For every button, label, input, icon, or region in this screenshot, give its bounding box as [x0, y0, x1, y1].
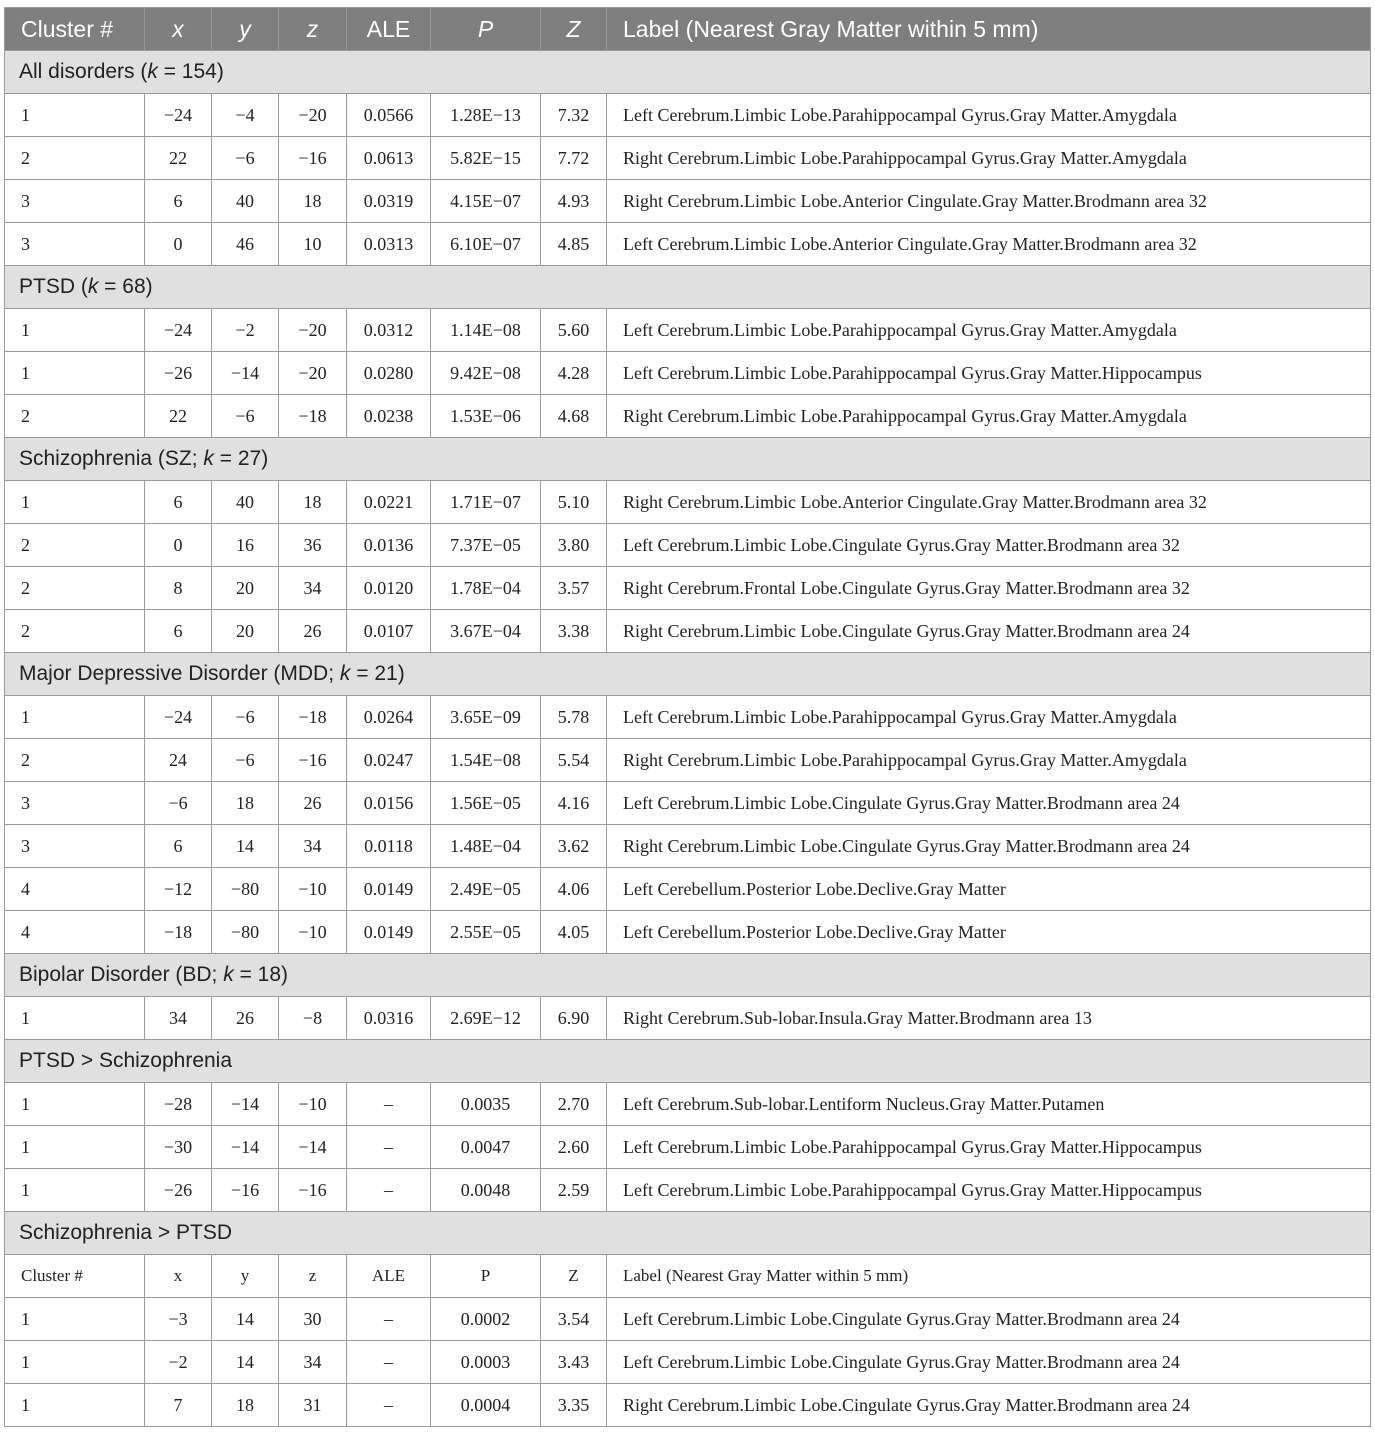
- cell-p: 9.42E−08: [431, 352, 541, 395]
- cell-label: Left Cerebrum.Limbic Lobe.Cingulate Gyrus.Gray Matter.Brodmann area 24: [607, 1298, 1371, 1341]
- cell-x: 22: [145, 137, 212, 180]
- cell-p: 1.56E−05: [431, 782, 541, 825]
- cell-zscore: 4.93: [541, 180, 607, 223]
- cell-x: 22: [145, 395, 212, 438]
- cell-zscore: 5.78: [541, 696, 607, 739]
- section-k-symbol: k: [339, 662, 351, 685]
- subheader-label: Label (Nearest Gray Matter within 5 mm): [607, 1255, 1371, 1298]
- cell-z: 10: [279, 223, 347, 266]
- header-zscore: Z: [541, 8, 607, 51]
- cell-label: Left Cerebrum.Limbic Lobe.Parahippocampal Gyrus.Gray Matter.Hippocampus: [607, 1126, 1371, 1169]
- cell-y: 14: [212, 825, 279, 868]
- cell-label: Right Cerebrum.Limbic Lobe.Cingulate Gyrus.Gray Matter.Brodmann area 24: [607, 1384, 1371, 1427]
- cell-p: 0.0047: [431, 1126, 541, 1169]
- cell-p: 1.71E−07: [431, 481, 541, 524]
- cell-cluster: 2: [5, 395, 145, 438]
- subheader-z: z: [279, 1255, 347, 1298]
- cell-z: 36: [279, 524, 347, 567]
- cell-label: Right Cerebrum.Limbic Lobe.Anterior Cingulate.Gray Matter.Brodmann area 32: [607, 481, 1371, 524]
- table-row: [5, 782, 1371, 825]
- cell-cluster: 1: [5, 481, 145, 524]
- cell-y: −80: [212, 868, 279, 911]
- cell-y: 18: [212, 1384, 279, 1427]
- cell-p: 2.69E−12: [431, 997, 541, 1040]
- cell-y: 18: [212, 782, 279, 825]
- table-row: [5, 180, 1371, 223]
- cell-p: 4.15E−07: [431, 180, 541, 223]
- cell-zscore: 2.59: [541, 1169, 607, 1212]
- cell-y: 14: [212, 1298, 279, 1341]
- cell-zscore: 5.10: [541, 481, 607, 524]
- section-k-symbol: k: [223, 963, 234, 986]
- cell-y: −6: [212, 137, 279, 180]
- cell-z: 18: [279, 180, 347, 223]
- table-body: [5, 51, 1371, 1427]
- cell-x: 6: [145, 610, 212, 653]
- table-row: [5, 825, 1371, 868]
- cell-p: 1.14E−08: [431, 309, 541, 352]
- cell-zscore: 3.62: [541, 825, 607, 868]
- cell-p: 6.10E−07: [431, 223, 541, 266]
- section-header-row: [5, 266, 1371, 309]
- cell-p: 7.37E−05: [431, 524, 541, 567]
- cell-zscore: 7.32: [541, 94, 607, 137]
- cell-z: −10: [279, 868, 347, 911]
- header-label: Label (Nearest Gray Matter within 5 mm): [607, 8, 1371, 51]
- cell-z: 31: [279, 1384, 347, 1427]
- cell-p: 1.54E−08: [431, 739, 541, 782]
- cell-label: Left Cerebrum.Limbic Lobe.Cingulate Gyrus.Gray Matter.Brodmann area 32: [607, 524, 1371, 567]
- section-title-text: PTSD > Schizophrenia: [19, 1049, 233, 1072]
- cell-label: Right Cerebrum.Frontal Lobe.Cingulate Gyrus.Gray Matter.Brodmann area 32: [607, 567, 1371, 610]
- cell-zscore: 3.43: [541, 1341, 607, 1384]
- cell-cluster: 1: [5, 696, 145, 739]
- cell-label: Left Cerebrum.Limbic Lobe.Parahippocampal Gyrus.Gray Matter.Amygdala: [607, 309, 1371, 352]
- subheader-row: [5, 1255, 1371, 1298]
- section-k-symbol: k: [87, 275, 99, 298]
- cell-ale: 0.0136: [347, 524, 431, 567]
- cell-ale: 0.0149: [347, 868, 431, 911]
- cell-z: 34: [279, 567, 347, 610]
- cell-ale: 0.0156: [347, 782, 431, 825]
- cell-cluster: 2: [5, 524, 145, 567]
- section-title: [5, 653, 1371, 696]
- cell-label: Left Cerebrum.Limbic Lobe.Anterior Cingulate.Gray Matter.Brodmann area 32: [607, 223, 1371, 266]
- section-title-text: All disorders (: [19, 60, 148, 83]
- cell-cluster: 3: [5, 782, 145, 825]
- section-title: [5, 954, 1371, 997]
- cell-y: 20: [212, 610, 279, 653]
- table-row: [5, 739, 1371, 782]
- cell-cluster: 1: [5, 1083, 145, 1126]
- cell-y: 40: [212, 481, 279, 524]
- section-title-text: Major Depressive Disorder (MDD;: [19, 662, 340, 685]
- cell-zscore: 3.38: [541, 610, 607, 653]
- cell-z: −14: [279, 1126, 347, 1169]
- cell-zscore: 4.16: [541, 782, 607, 825]
- cell-p: 1.78E−04: [431, 567, 541, 610]
- cell-zscore: 3.80: [541, 524, 607, 567]
- cell-y: 20: [212, 567, 279, 610]
- cell-y: −4: [212, 94, 279, 137]
- section-title: [5, 438, 1371, 481]
- cell-z: −10: [279, 1083, 347, 1126]
- subheader-y: y: [212, 1255, 279, 1298]
- cell-cluster: 1: [5, 997, 145, 1040]
- results-table: [4, 7, 1371, 1427]
- section-k-value: = 18): [233, 963, 289, 986]
- cell-label: Left Cerebellum.Posterior Lobe.Declive.Gray Matter: [607, 868, 1371, 911]
- section-k-value: = 68): [98, 275, 153, 298]
- cell-ale: –: [347, 1341, 431, 1384]
- cell-ale: 0.0120: [347, 567, 431, 610]
- cell-x: 0: [145, 223, 212, 266]
- cell-z: −18: [279, 395, 347, 438]
- table-row: [5, 1083, 1371, 1126]
- results-table-container: [4, 7, 1370, 1427]
- section-title: [5, 51, 1371, 94]
- cell-label: Right Cerebrum.Sub-lobar.Insula.Gray Matter.Brodmann area 13: [607, 997, 1371, 1040]
- section-k-symbol: k: [147, 60, 158, 83]
- cell-p: 0.0002: [431, 1298, 541, 1341]
- cell-ale: 0.0221: [347, 481, 431, 524]
- header-y: y: [212, 8, 279, 51]
- table-row: [5, 524, 1371, 567]
- cell-ale: –: [347, 1298, 431, 1341]
- cell-x: −12: [145, 868, 212, 911]
- cell-x: −28: [145, 1083, 212, 1126]
- cell-ale: 0.0118: [347, 825, 431, 868]
- section-title-text: PTSD (: [19, 275, 88, 298]
- table-row: [5, 1384, 1371, 1427]
- cell-label: Left Cerebrum.Limbic Lobe.Parahippocampal Gyrus.Gray Matter.Hippocampus: [607, 1169, 1371, 1212]
- cell-cluster: 1: [5, 352, 145, 395]
- header-ale: ALE: [347, 8, 431, 51]
- header-x: x: [145, 8, 212, 51]
- cell-zscore: 4.06: [541, 868, 607, 911]
- cell-z: −16: [279, 137, 347, 180]
- cell-y: −16: [212, 1169, 279, 1212]
- cell-z: 30: [279, 1298, 347, 1341]
- cell-ale: –: [347, 1126, 431, 1169]
- table-row: [5, 352, 1371, 395]
- subheader-zscore: Z: [541, 1255, 607, 1298]
- cell-x: −26: [145, 352, 212, 395]
- table-row: [5, 223, 1371, 266]
- cell-y: 40: [212, 180, 279, 223]
- cell-label: Right Cerebrum.Limbic Lobe.Parahippocampal Gyrus.Gray Matter.Amygdala: [607, 395, 1371, 438]
- cell-zscore: 3.35: [541, 1384, 607, 1427]
- cell-ale: 0.0264: [347, 696, 431, 739]
- cell-ale: 0.0280: [347, 352, 431, 395]
- section-header-row: [5, 1040, 1371, 1083]
- cell-x: 24: [145, 739, 212, 782]
- cell-label: Right Cerebrum.Limbic Lobe.Anterior Cingulate.Gray Matter.Brodmann area 32: [607, 180, 1371, 223]
- cell-zscore: 7.72: [541, 137, 607, 180]
- cell-z: 34: [279, 825, 347, 868]
- cell-ale: –: [347, 1169, 431, 1212]
- cell-cluster: 3: [5, 223, 145, 266]
- cell-cluster: 1: [5, 1169, 145, 1212]
- cell-y: −6: [212, 696, 279, 739]
- cell-y: −2: [212, 309, 279, 352]
- header-cluster: Cluster #: [5, 8, 145, 51]
- table-row: [5, 696, 1371, 739]
- table-row: [5, 868, 1371, 911]
- table-row: [5, 567, 1371, 610]
- cell-label: Right Cerebrum.Limbic Lobe.Cingulate Gyrus.Gray Matter.Brodmann area 24: [607, 825, 1371, 868]
- cell-p: 0.0035: [431, 1083, 541, 1126]
- header-z: z: [279, 8, 347, 51]
- table-row: [5, 481, 1371, 524]
- cell-y: −14: [212, 1126, 279, 1169]
- cell-cluster: 1: [5, 1298, 145, 1341]
- cell-cluster: 2: [5, 610, 145, 653]
- cell-x: −26: [145, 1169, 212, 1212]
- cell-p: 0.0003: [431, 1341, 541, 1384]
- cell-p: 2.55E−05: [431, 911, 541, 954]
- section-title: [5, 1040, 1371, 1083]
- table-row: [5, 94, 1371, 137]
- cell-x: −24: [145, 696, 212, 739]
- cell-z: −8: [279, 997, 347, 1040]
- cell-p: 0.0004: [431, 1384, 541, 1427]
- cell-z: 18: [279, 481, 347, 524]
- cell-x: 6: [145, 180, 212, 223]
- section-title-text: Bipolar Disorder (BD;: [19, 963, 224, 986]
- cell-x: −3: [145, 1298, 212, 1341]
- cell-x: 6: [145, 825, 212, 868]
- cell-label: Left Cerebrum.Limbic Lobe.Cingulate Gyrus.Gray Matter.Brodmann area 24: [607, 782, 1371, 825]
- cell-p: 0.0048: [431, 1169, 541, 1212]
- cell-z: −20: [279, 352, 347, 395]
- cell-ale: 0.0566: [347, 94, 431, 137]
- cell-cluster: 1: [5, 309, 145, 352]
- cell-label: Left Cerebellum.Posterior Lobe.Declive.Gray Matter: [607, 911, 1371, 954]
- subheader-x: x: [145, 1255, 212, 1298]
- cell-cluster: 4: [5, 911, 145, 954]
- cell-cluster: 1: [5, 1126, 145, 1169]
- cell-ale: 0.0319: [347, 180, 431, 223]
- section-title-text: Schizophrenia > PTSD: [19, 1221, 233, 1244]
- cell-z: −16: [279, 1169, 347, 1212]
- cell-label: Right Cerebrum.Limbic Lobe.Cingulate Gyrus.Gray Matter.Brodmann area 24: [607, 610, 1371, 653]
- cell-x: 0: [145, 524, 212, 567]
- cell-y: 46: [212, 223, 279, 266]
- cell-ale: 0.0238: [347, 395, 431, 438]
- cell-cluster: 3: [5, 825, 145, 868]
- cell-p: 5.82E−15: [431, 137, 541, 180]
- cell-cluster: 1: [5, 1384, 145, 1427]
- cell-x: −6: [145, 782, 212, 825]
- cell-p: 3.65E−09: [431, 696, 541, 739]
- table-row: [5, 395, 1371, 438]
- cell-x: −2: [145, 1341, 212, 1384]
- cell-ale: 0.0247: [347, 739, 431, 782]
- cell-zscore: 2.70: [541, 1083, 607, 1126]
- subheader-cluster: Cluster #: [5, 1255, 145, 1298]
- cell-zscore: 3.57: [541, 567, 607, 610]
- cell-ale: 0.0316: [347, 997, 431, 1040]
- cell-label: Right Cerebrum.Limbic Lobe.Parahippocampal Gyrus.Gray Matter.Amygdala: [607, 739, 1371, 782]
- section-title-text: Schizophrenia (SZ;: [19, 447, 204, 470]
- cell-z: 34: [279, 1341, 347, 1384]
- cell-p: 1.53E−06: [431, 395, 541, 438]
- cell-zscore: 3.54: [541, 1298, 607, 1341]
- cell-x: −24: [145, 94, 212, 137]
- table-row: [5, 309, 1371, 352]
- cell-x: −30: [145, 1126, 212, 1169]
- cell-cluster: 3: [5, 180, 145, 223]
- table-row: [5, 137, 1371, 180]
- cell-cluster: 4: [5, 868, 145, 911]
- cell-zscore: 4.05: [541, 911, 607, 954]
- cell-zscore: 2.60: [541, 1126, 607, 1169]
- cell-cluster: 2: [5, 567, 145, 610]
- section-header-row: [5, 1212, 1371, 1255]
- cell-label: Left Cerebrum.Limbic Lobe.Cingulate Gyrus.Gray Matter.Brodmann area 24: [607, 1341, 1371, 1384]
- section-title: [5, 266, 1371, 309]
- cell-z: −20: [279, 94, 347, 137]
- subheader-p: P: [431, 1255, 541, 1298]
- cell-x: 7: [145, 1384, 212, 1427]
- cell-y: 26: [212, 997, 279, 1040]
- cell-ale: 0.0149: [347, 911, 431, 954]
- cell-label: Left Cerebrum.Limbic Lobe.Parahippocampal Gyrus.Gray Matter.Amygdala: [607, 94, 1371, 137]
- section-k-value: = 27): [213, 447, 269, 470]
- table-row: [5, 610, 1371, 653]
- cell-cluster: 1: [5, 94, 145, 137]
- table-row: [5, 997, 1371, 1040]
- cell-y: −14: [212, 1083, 279, 1126]
- cell-zscore: 4.28: [541, 352, 607, 395]
- section-k-value: = 154): [157, 60, 224, 83]
- cell-ale: 0.0312: [347, 309, 431, 352]
- cell-label: Right Cerebrum.Limbic Lobe.Parahippocampal Gyrus.Gray Matter.Amygdala: [607, 137, 1371, 180]
- cell-y: 16: [212, 524, 279, 567]
- cell-ale: 0.0613: [347, 137, 431, 180]
- table-row: [5, 1169, 1371, 1212]
- cell-cluster: 1: [5, 1341, 145, 1384]
- cell-x: 6: [145, 481, 212, 524]
- cell-p: 2.49E−05: [431, 868, 541, 911]
- cell-x: 8: [145, 567, 212, 610]
- section-k-symbol: k: [203, 447, 214, 470]
- cell-zscore: 4.85: [541, 223, 607, 266]
- cell-ale: 0.0107: [347, 610, 431, 653]
- cell-z: 26: [279, 610, 347, 653]
- cell-z: −20: [279, 309, 347, 352]
- cell-x: −18: [145, 911, 212, 954]
- cell-y: −6: [212, 395, 279, 438]
- cell-z: −10: [279, 911, 347, 954]
- cell-ale: –: [347, 1384, 431, 1427]
- cell-y: −80: [212, 911, 279, 954]
- subheader-ale: ALE: [347, 1255, 431, 1298]
- cell-label: Left Cerebrum.Limbic Lobe.Parahippocampal Gyrus.Gray Matter.Amygdala: [607, 696, 1371, 739]
- table-row: [5, 1341, 1371, 1384]
- cell-label: Left Cerebrum.Limbic Lobe.Parahippocampal Gyrus.Gray Matter.Hippocampus: [607, 352, 1371, 395]
- cell-p: 1.48E−04: [431, 825, 541, 868]
- table-row: [5, 911, 1371, 954]
- cell-ale: –: [347, 1083, 431, 1126]
- section-k-value: = 21): [350, 662, 405, 685]
- header-p: P: [431, 8, 541, 51]
- cell-ale: 0.0313: [347, 223, 431, 266]
- section-header-row: [5, 438, 1371, 481]
- cell-z: −18: [279, 696, 347, 739]
- table-row: [5, 1298, 1371, 1341]
- section-header-row: [5, 51, 1371, 94]
- section-title: [5, 1212, 1371, 1255]
- cell-zscore: 5.60: [541, 309, 607, 352]
- cell-cluster: 2: [5, 137, 145, 180]
- table-row: [5, 1126, 1371, 1169]
- cell-p: 1.28E−13: [431, 94, 541, 137]
- cell-y: −6: [212, 739, 279, 782]
- cell-x: 34: [145, 997, 212, 1040]
- cell-zscore: 4.68: [541, 395, 607, 438]
- cell-p: 3.67E−04: [431, 610, 541, 653]
- section-header-row: [5, 653, 1371, 696]
- cell-cluster: 2: [5, 739, 145, 782]
- section-header-row: [5, 954, 1371, 997]
- cell-z: −16: [279, 739, 347, 782]
- cell-y: −14: [212, 352, 279, 395]
- cell-label: Left Cerebrum.Sub-lobar.Lentiform Nucleus.Gray Matter.Putamen: [607, 1083, 1371, 1126]
- cell-z: 26: [279, 782, 347, 825]
- header-row: [5, 8, 1371, 51]
- cell-zscore: 5.54: [541, 739, 607, 782]
- cell-y: 14: [212, 1341, 279, 1384]
- cell-x: −24: [145, 309, 212, 352]
- cell-zscore: 6.90: [541, 997, 607, 1040]
